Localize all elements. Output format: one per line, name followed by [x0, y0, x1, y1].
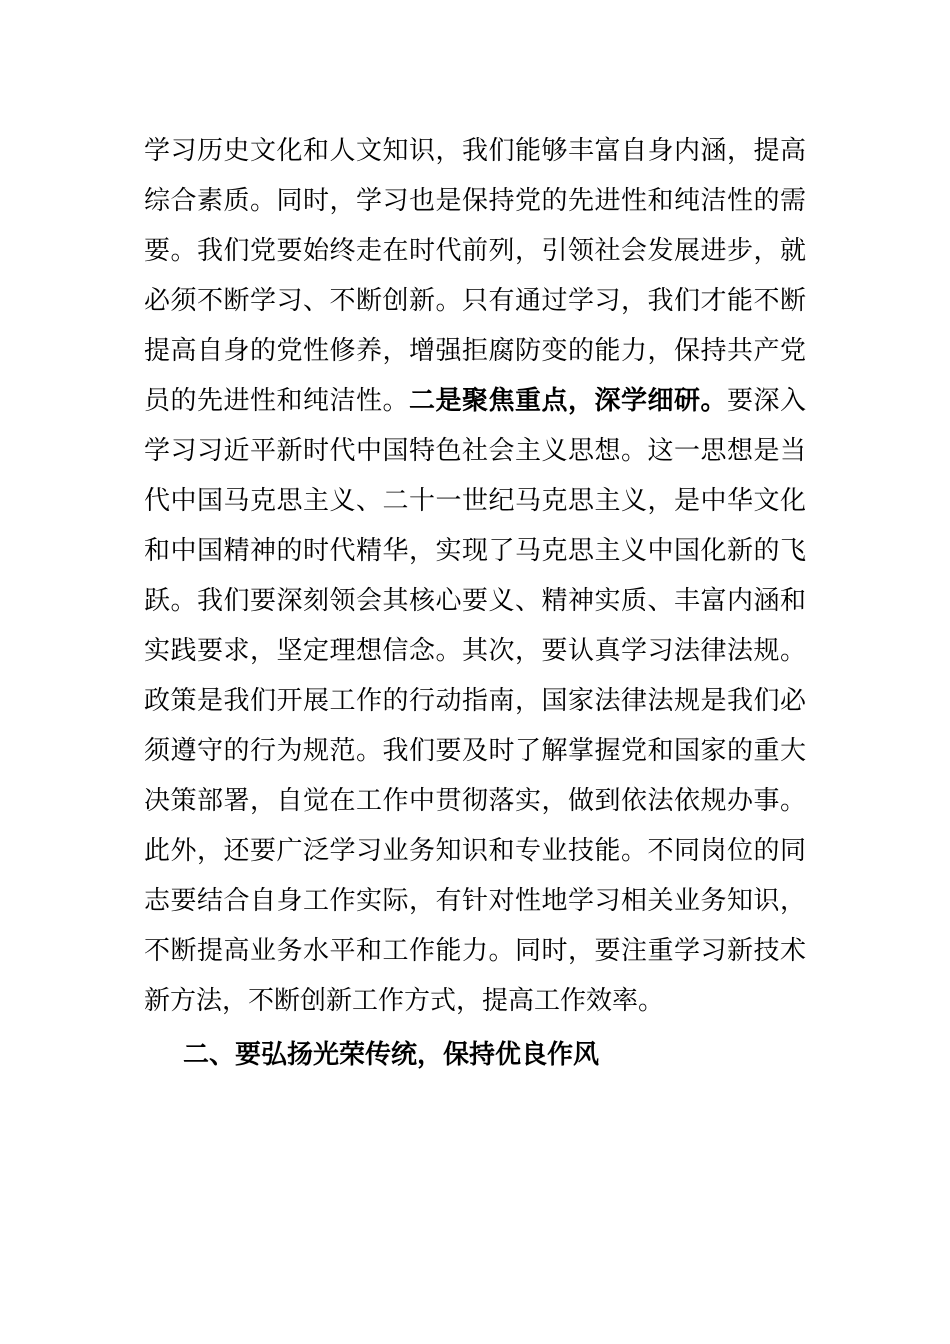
- paragraph-text-part1: 学习历史文化和人文知识，我们能够丰富自身内涵，提高综合素质。同时，学习也是保持党的先进性和纯洁性的需要。我们党要始终走在时代前列，引领社会发展进步，就必须不断学习、不断创新。只有通过学习，我们才能不断提高自身的党性修养，增强拒腐防变的能力，保持共产党员的先进性和纯洁性。: [144, 136, 806, 416]
- body-paragraph: [144, 126, 806, 1026]
- paragraph-text-part2: 要深入学习习近平新时代中国特色社会主义思想。这一思想是当代中国马克思主义、二十一世纪马克思主义，是中华文化和中国精神的时代精华，实现了马克思主义中国化新的飞跃。我们要深刻领会其核心要义、精神实质、丰富内涵和实践要求，坚定理想信念。其次，要认真学习法律法规。政策是我们开展工作的行动指南，国家法律法规是我们必须遵守的行为规范。我们要及时了解掌握党和国家的重大决策部署，自觉在工作中贯彻落实，做到依法依规办事。此外，还要广泛学习业务知识和专业技能。不同岗位的同志要结合自身工作实际，有针对性地学习相关业务知识，不断提高业务水平和工作能力。同时，要注重学习新技术新方法，不断创新工作方式，提高工作效率。: [144, 386, 806, 1016]
- section-heading: 二、要弘扬光荣传统，保持优良作风: [183, 1040, 600, 1070]
- bold-subheading-phrase: 二是聚焦重点，深学细研。: [408, 386, 727, 416]
